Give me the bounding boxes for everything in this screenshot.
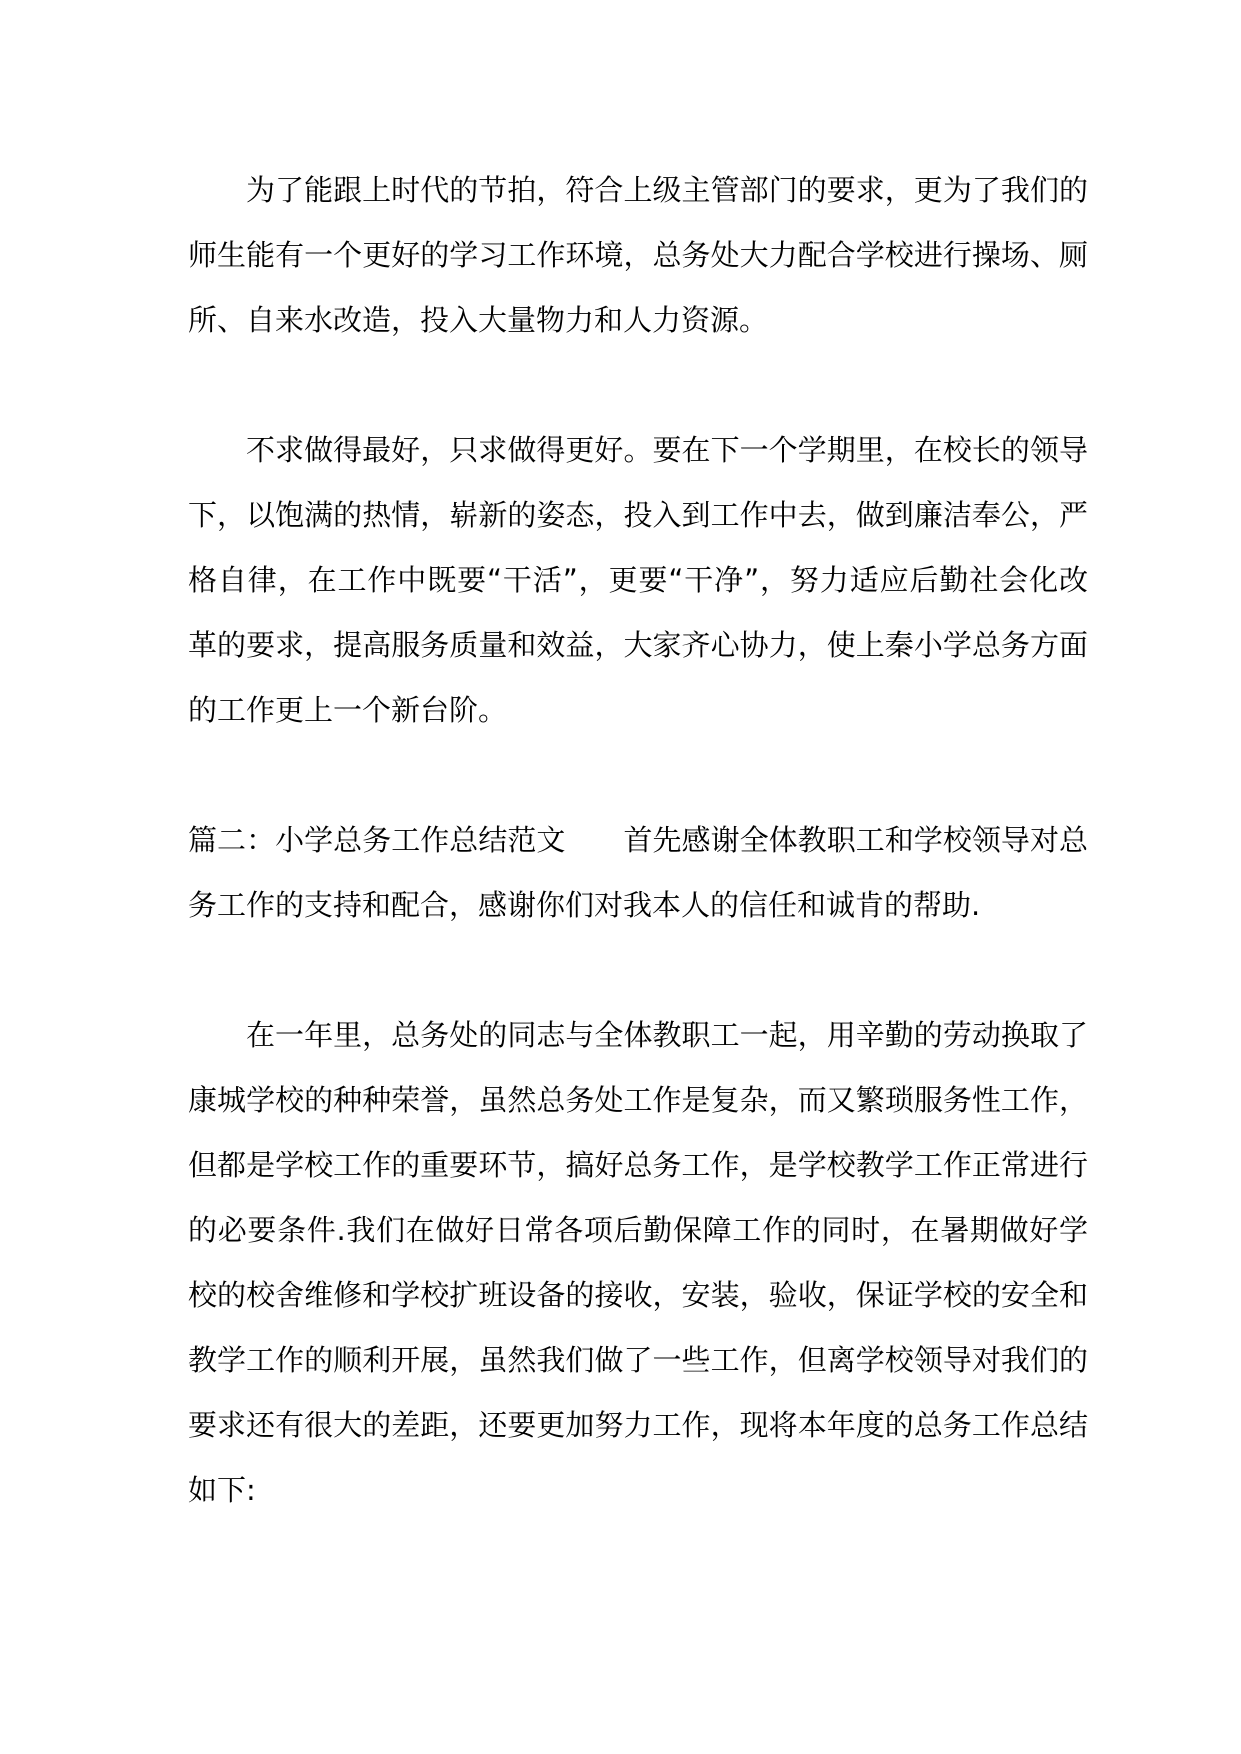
section-heading: 篇二：小学总务工作总结范文 bbox=[188, 823, 566, 857]
section-intro-text: 首先感谢全体教职工和学校领导对总务工作的支持和配合，感谢你们对我本人的信任和诚肯的帮助. bbox=[188, 823, 1088, 922]
paragraph-spacer bbox=[188, 743, 1088, 808]
paragraph-next-semester: 不求做得最好，只求做得更好。要在下一个学期里，在校长的领导下，以饱满的热情，崭新的姿态，投入到工作中去，做到廉洁奉公，严格自律，在工作中既要“干活”，更要“干净”，努力适应后勤社会化改革的要求，提高服务质量和效益，大家齐心协力，使上秦小学总务方面的工作更上一个新台阶。 bbox=[188, 433, 1088, 727]
paragraph-renovation: 为了能跟上时代的节拍，符合上级主管部门的要求，更为了我们的师生能有一个更好的学习工作环境，总务处大力配合学校进行操场、厕所、自来水改造，投入大量物力和人力资源。 bbox=[188, 173, 1088, 337]
paragraph-spacer bbox=[188, 353, 1088, 418]
document-body bbox=[188, 158, 1088, 1523]
paragraph-spacer bbox=[188, 938, 1088, 1003]
paragraph-annual-review: 在一年里，总务处的同志与全体教职工一起，用辛勤的劳动换取了康城学校的种种荣誉，虽然总务处工作是复杂，而又繁琐服务性工作，但都是学校工作的重要环节，搞好总务工作，是学校教学工作正常进行的必要条件.我们在做好日常各项后勤保障工作的同时，在暑期做好学校的校舍维修和学校扩班设备的接收，安装，验收，保证学校的安全和教学工作的顺利开展，虽然我们做了一些工作，但离学校领导对我们的要求还有很大的差距，还要更加努力工作，现将本年度的总务工作总结如下: bbox=[188, 1018, 1088, 1507]
paragraph-section-two bbox=[188, 808, 1088, 938]
